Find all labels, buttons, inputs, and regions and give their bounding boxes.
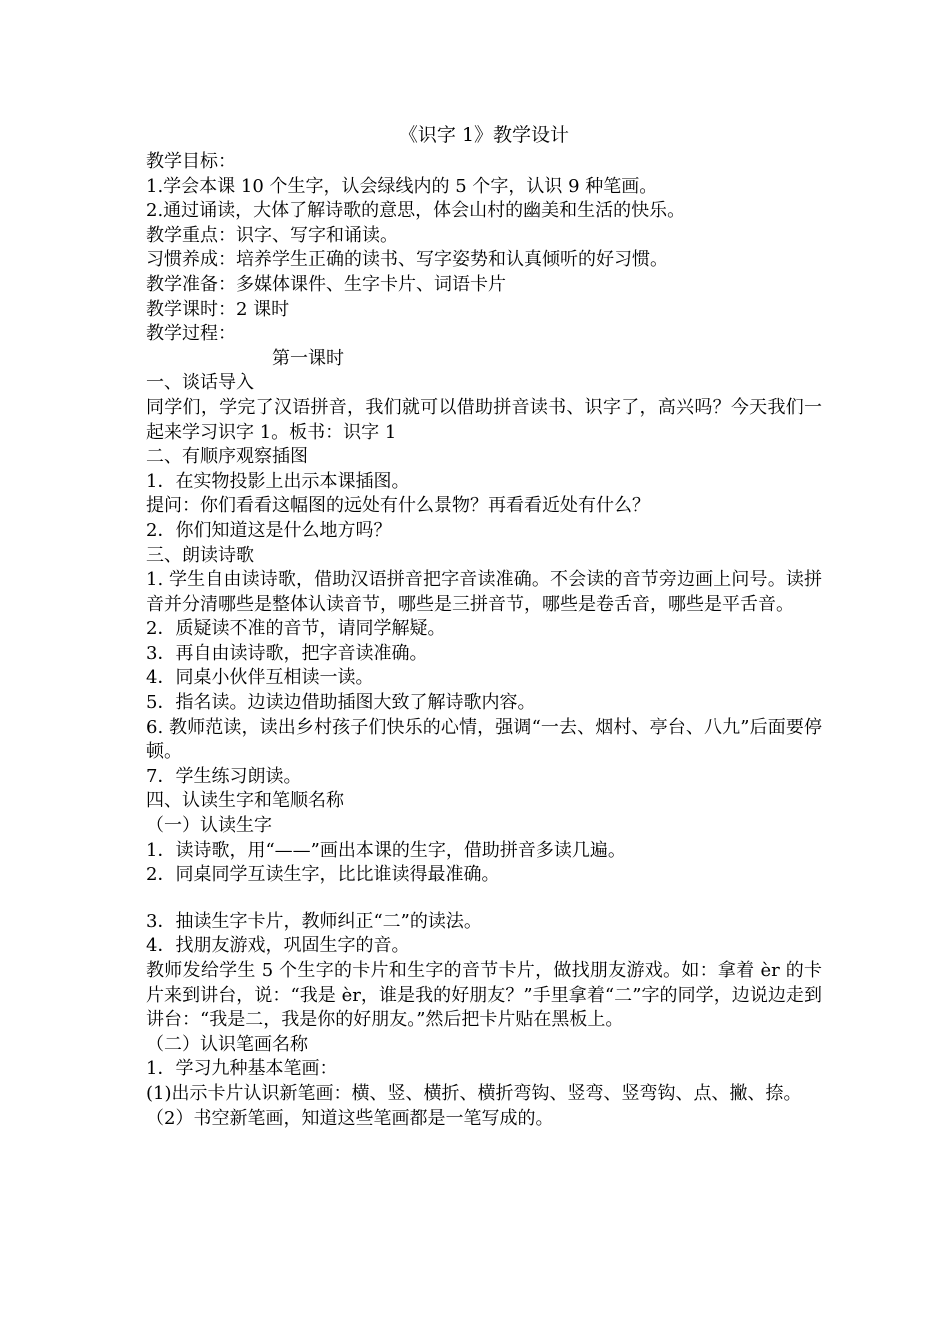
text-line: 4．找朋友游戏，巩固生字的音。: [146, 935, 410, 957]
text-line: 1.学会本课 10 个生字，认会绿线内的 5 个字，认识 9 种笔画。: [146, 175, 658, 197]
blank-line: [146, 888, 822, 910]
section-heading: 二、有顺序观察插图: [146, 446, 308, 468]
text-line: 教学课时：2 课时: [146, 298, 290, 320]
text-line: 教学目标：: [146, 151, 236, 172]
paragraph: (1)出示卡片认识新笔画：横、竖、横折、横折弯钩、竖弯、竖弯钩、点、撇、捺。: [146, 1082, 802, 1104]
text-line: 3．抽读生字卡片，教师纠正“二”的读法。: [146, 910, 482, 932]
paragraph: 同学们，学完了汉语拼音，我们就可以借助拼音读书、识字了，高兴吗？今天我们一起来学习识字 1。板书：识字 1: [146, 396, 822, 443]
document-title: 《识字 1》教学设计: [398, 124, 570, 146]
text-line: 1．学习九种基本笔画：: [146, 1058, 338, 1080]
paragraph: 6. 教师范读，读出乡村孩子们快乐的心情，强调“一去、烟村、亭台、八九”后面要停顿。: [146, 716, 822, 763]
session-heading: 第一课时: [272, 347, 344, 369]
text-line: 教学过程：: [146, 323, 236, 345]
document-page: [146, 120, 822, 1131]
subsection-heading: （二）认识笔画名称: [146, 1033, 308, 1055]
text-line: 2．质疑读不准的音节，请同学解疑。: [146, 618, 446, 640]
section-heading: 三、朗读诗歌: [146, 544, 254, 566]
text-line: （2）书空新笔画，知道这些笔画都是一笔写成的。: [146, 1107, 554, 1129]
text-line: 2．你们知道这是什么地方吗？: [146, 519, 392, 541]
text-line: 7．学生练习朗读。: [146, 765, 302, 787]
text-line: 2.通过诵读，大体了解诗歌的意思，体会山村的幽美和生活的快乐。: [146, 200, 686, 222]
text-line: 3．再自由读诗歌，把字音读准确。: [146, 642, 428, 664]
text-line: 教学重点：识字、写字和诵读。: [146, 224, 398, 246]
section-heading: 四、认读生字和笔顺名称: [146, 790, 344, 812]
text-line: 1．在实物投影上出示本课插图。: [146, 470, 410, 492]
text-line: 教学准备：多媒体课件、生字卡片、词语卡片: [146, 273, 506, 295]
paragraph: 教师发给学生 5 个生字的卡片和生字的音节卡片，做找朋友游戏。如：拿着 èr 的卡片来到讲台，说：“我是 èr，谁是我的好朋友？”手里拿着“二”字的同学，边说边走到讲台：“我是二，我是你的好朋友。”然后把卡片贴在黑板上。: [146, 960, 822, 1031]
section-heading: 一、谈话导入: [146, 372, 254, 394]
text-line: 2．同桌同学互读生字，比比谁读得最准确。: [146, 864, 500, 886]
text-line: 提问：你们看看这幅图的远处有什么景物？再看看近处有什么？: [146, 495, 650, 517]
text-line: 4．同桌小伙伴互相读一读。: [146, 667, 374, 689]
text-line: 5．指名读。边读边借助插图大致了解诗歌内容。: [146, 692, 536, 714]
text-line: 习惯养成：培养学生正确的读书、写字姿势和认真倾听的好习惯。: [146, 249, 668, 271]
paragraph: 1. 学生自由读诗歌，借助汉语拼音把字音读准确。不会读的音节旁边画上问号。读拼音并分清哪些是整体认读音节，哪些是三拼音节，哪些是卷舌音，哪些是平舌音。: [146, 569, 822, 615]
subsection-heading: （一）认读生字: [146, 815, 272, 837]
text-line: 1．读诗歌，用“——”画出本课的生字，借助拼音多读几遍。: [146, 839, 626, 861]
